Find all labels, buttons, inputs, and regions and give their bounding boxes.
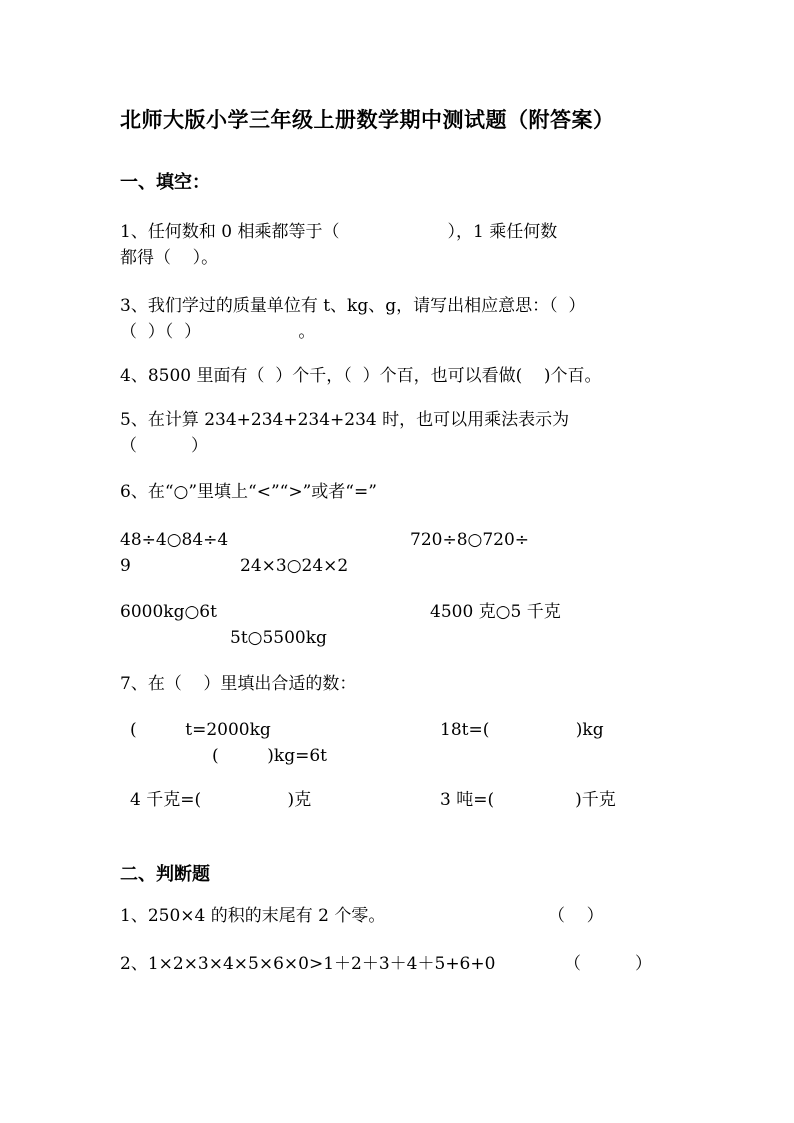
question-5-line-1: 5、在计算 234+234+234+234 时，也可以用乘法表示为 <box>120 410 570 430</box>
question-6-item-d: 6000kg○6t <box>120 602 217 622</box>
section-heading-fill-in: 一、填空： <box>120 172 210 193</box>
question-1-line-2: 都得（ ）。 <box>120 248 219 268</box>
question-5-line-2: （ ） <box>120 436 209 456</box>
judgement-1-text: 1、250×4 的积的末尾有 2 个零。 <box>120 906 386 926</box>
question-3-line-2: （ ）（ ） 。 <box>120 322 316 342</box>
page-title: 北师大版小学三年级上册数学期中测试题（附答案） <box>120 107 615 132</box>
question-6-item-f: 5t○5500kg <box>230 628 327 648</box>
judgement-1-answer-paren: （ ） <box>548 906 604 926</box>
section-heading-judgement: 二、判断题 <box>120 864 210 885</box>
question-7-item-d: 4 千克=( )克 <box>130 790 312 810</box>
question-1-line-1: 1、任何数和 0 相乘都等于（ ），1 乘任何数 <box>120 222 558 242</box>
question-6-item-b: 720÷8○720÷ <box>410 530 530 550</box>
question-7-item-e: 3 吨=( )千克 <box>440 790 616 810</box>
question-6-item-c: 24×3○24×2 <box>240 556 349 576</box>
question-7-item-b: 18t=( )kg <box>440 720 604 740</box>
question-7-item-a: ( t=2000kg <box>130 720 271 740</box>
question-3-line-1: 3、我们学过的质量单位有 t、kg、g，请写出相应意思：（ ） <box>120 296 586 316</box>
question-6-item-a: 48÷4○84÷4 <box>120 530 229 550</box>
question-7-item-c: ( )kg=6t <box>212 746 327 766</box>
question-6-item-b-cont: 9 <box>120 556 131 576</box>
judgement-2-text: 2、1×2×3×4×5×6×0>1＋2＋3＋4＋5+6+0 <box>120 954 496 974</box>
question-6-item-e: 4500 克○5 千克 <box>430 602 561 622</box>
question-6: 6、在“○”里填上“<”“>”或者“=” <box>120 482 377 502</box>
question-7: 7、在（ ）里填出合适的数： <box>120 674 357 694</box>
judgement-2-answer-paren: （ ） <box>564 954 653 974</box>
question-4: 4、8500 里面有（ ）个千，（ ）个百，也可以看做( )个百。 <box>120 366 602 386</box>
